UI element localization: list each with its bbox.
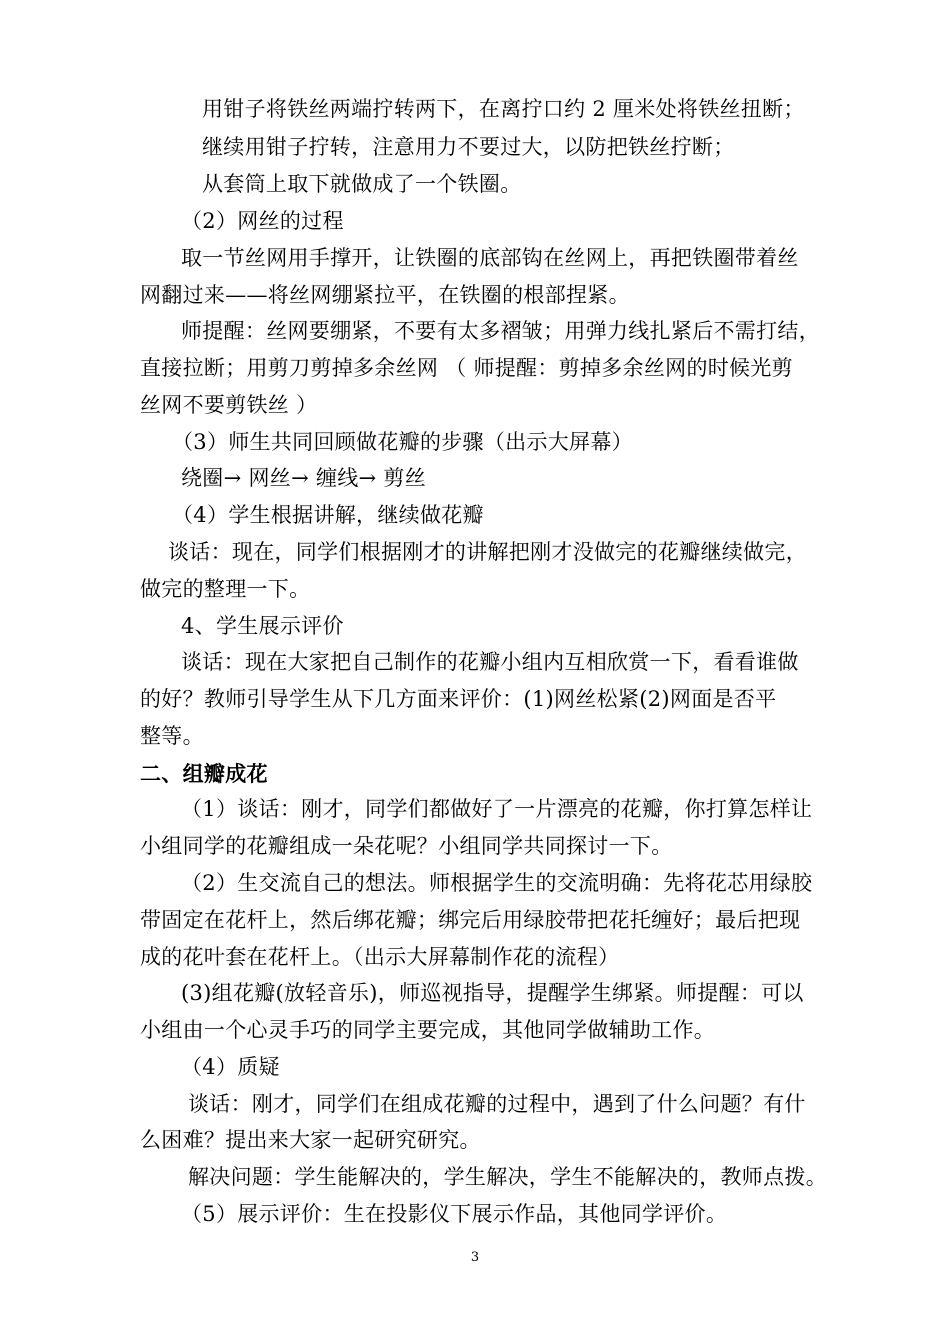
text-line: （1）谈话：刚才，同学们都做好了一片漂亮的花瓣，你打算怎样让: [181, 797, 813, 821]
text-line: 取一节丝网用手撑开，让铁圈的底部钩在丝网上，再把铁圈带着丝: [181, 246, 799, 270]
text-line: 谈话：现在大家把自己制作的花瓣小组内互相欣赏一下，看看谁做: [181, 650, 799, 674]
text-line: 带固定在花杆上，然后绑花瓣；绑完后用绿胶带把花托缠好；最后把现: [140, 908, 801, 932]
text-line: （5）展示评价：生在投影仪下展示作品，其他同学评价。: [181, 1202, 728, 1226]
text-line: 整等。: [140, 724, 204, 748]
text-line: 做完的整理一下。: [140, 577, 311, 601]
text-line: （2）生交流自己的想法。师根据学生的交流明确：先将花芯用绿胶: [181, 871, 813, 895]
text-line: 丝网不要剪铁丝 ）: [140, 393, 318, 417]
text-line: 解决问题：学生能解决的，学生解决，学生不能解决的，教师点拨。: [188, 1165, 827, 1189]
page-number: 3: [470, 1250, 480, 1265]
text-line: 4、学生展示评价: [181, 614, 344, 638]
text-line: 么困难？提出来大家一起研究研究。: [140, 1128, 481, 1152]
text-line: 谈话：刚才，同学们在组成花瓣的过程中，遇到了什么问题？有什: [188, 1092, 806, 1116]
section-heading: 二、组瓣成花: [140, 761, 268, 786]
text-line: （3）师生共同回顾做花瓣的步骤（出示大屏幕）: [172, 430, 633, 454]
text-line: 从套筒上取下就做成了一个铁圈。: [202, 172, 522, 196]
text-line: 用钳子将铁丝两端拧转两下，在离拧口约 2 厘米处将铁丝扭断；: [202, 97, 805, 121]
text-line: 直接拉断；用剪刀剪掉多余丝网 （ 师提醒：剪掉多余丝网的时候光剪: [140, 356, 793, 380]
text-line: （4）学生根据讲解，继续做花瓣: [172, 503, 484, 527]
text-line: 绕圈→ 网丝→ 缠线→ 剪丝: [181, 466, 427, 490]
text-line: 小组由一个心灵手巧的同学主要完成，其他同学做辅助工作。: [140, 1018, 716, 1042]
text-line: 小组同学的花瓣组成一朵花呢？小组同学共同探讨一下。: [140, 834, 673, 858]
text-line: 网翻过来——将丝网绷紧拉平，在铁圈的根部捏紧。: [140, 283, 630, 307]
text-line: （2）网丝的过程: [181, 209, 344, 233]
text-line: 成的花叶套在花杆上。（出示大屏幕制作花的流程）: [140, 945, 620, 969]
text-line: 继续用钳子拧转，注意用力不要过大，以防把铁丝拧断；: [202, 135, 735, 159]
text-line: （4）质疑: [181, 1055, 280, 1079]
text-line: 谈话：现在，同学们根据刚才的讲解把刚才没做完的花瓣继续做完，: [168, 540, 807, 564]
text-line: 的好？教师引导学生从下几方面来评价：(1)网丝松紧(2)网面是否平: [140, 687, 777, 711]
text-line: (3)组花瓣(放轻音乐)，师巡视指导，提醒学生绑紧。师提醒：可以: [181, 981, 804, 1005]
text-line: 师提醒：丝网要绷紧，不要有太多褶皱；用弹力线扎紧后不需打结，: [181, 319, 820, 343]
